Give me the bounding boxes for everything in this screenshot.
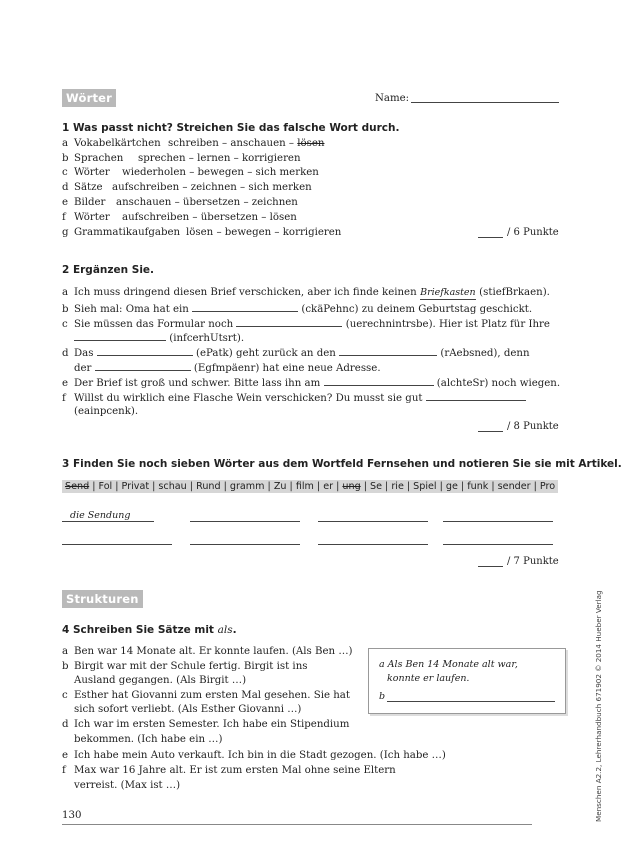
list-item: d Das (ePatk) geht zurück an den (rAebsned), denn [62, 345, 530, 360]
list-item: bekommen. (Ich habe ein …) [74, 734, 223, 745]
answer-example: die Sendung [70, 510, 131, 521]
list-item: b Sieh mal: Oma hat ein (ckäPehnc) zu deinem Geburtstag geschickt. [62, 301, 532, 316]
answer-line[interactable] [387, 701, 555, 702]
list-item: a Ben war 14 Monate alt. Er konnte laufen. (Als Ben …) [62, 646, 353, 657]
page-number: 130 [62, 810, 82, 821]
name-label: Name: [375, 93, 410, 104]
list-item: der (Egfmpäenr) hat eine neue Adresse. [62, 360, 381, 375]
copyright-side-text: Menschen A2.2, Lehrerhandbuch 671902 © 2014 Hueber Verlag [594, 590, 603, 822]
answer-line[interactable] [318, 544, 428, 545]
list-item: f Wörter aufschreiben – übersetzen – lösen [62, 212, 297, 223]
list-item: sich sofort verliebt. (Als Esther Giovanni …) [74, 704, 302, 715]
list-item: verreist. (Max ist …) [74, 780, 181, 791]
answer-line[interactable] [62, 521, 154, 522]
blank-field[interactable] [426, 390, 526, 401]
list-item: (eainpcenk). [74, 406, 139, 417]
answer-line[interactable] [62, 544, 172, 545]
list-item: f Max war 16 Jahre alt. Er ist zum ersten Mal ohne seine Eltern [62, 765, 396, 776]
example-line-b-key: b [379, 691, 386, 702]
syllable-bar: Send | Fol | Privat | schau | Rund | gramm | Zu | film | er | ung | Se | rie | Spiel | ge | funk | sender | Pro [62, 480, 558, 493]
blank-field[interactable] [192, 301, 298, 312]
list-item: (infcerhUtsrt). [62, 330, 244, 345]
blank-field[interactable] [74, 330, 166, 341]
footer-divider [62, 824, 532, 825]
exercise-2-title: 2 Ergänzen Sie. [62, 264, 155, 276]
blank-field[interactable] [339, 345, 437, 356]
example-line-a1: a Als Ben 14 Monate alt war, [379, 659, 518, 670]
answer-line[interactable] [443, 521, 553, 522]
name-field-line[interactable] [411, 102, 559, 103]
exercise-3-title: 3 Finden Sie noch sieben Wörter aus dem Wortfeld Fernsehen und notieren Sie sie mit Artikel. [62, 458, 622, 470]
list-item: a Vokabelkärtchen schreiben – anschauen – lösen [62, 138, 325, 149]
list-item: e Ich habe mein Auto verkauft. Ich bin in die Stadt gezogen. (Ich habe …) [62, 750, 446, 761]
list-item: a Ich muss dringend diesen Brief verschicken, aber ich finde keinen Briefkasten (stiefBrkaen). [62, 287, 550, 298]
list-item: d Ich war im ersten Semester. Ich habe ein Stipendium [62, 719, 350, 730]
answer-line[interactable] [190, 544, 300, 545]
exercise-4-title: 4 Schreiben Sie Sätze mit als. [62, 624, 237, 636]
list-item: f Willst du wirklich eine Flasche Wein verschicken? Du musst sie gut [62, 390, 526, 405]
answer-example: Briefkasten [420, 287, 476, 298]
blank-field[interactable] [236, 316, 342, 327]
points-field-2[interactable] [478, 431, 503, 432]
section-title-strukturen: Strukturen [62, 590, 143, 608]
list-item: d Sätze aufschreiben – zeichnen – sich merken [62, 182, 312, 193]
blank-field[interactable] [324, 375, 434, 386]
list-item: e Der Brief ist groß und schwer. Bitte lass ihn am (alchteSr) noch wiegen. [62, 375, 560, 390]
example-answer-box [368, 648, 566, 714]
exercise-1-title: 1 Was passt nicht? Streichen Sie das falsche Wort durch. [62, 122, 400, 134]
list-item: Ausland gegangen. (Als Birgit …) [74, 675, 247, 686]
list-item: c Sie müssen das Formular noch (uerechnintrsbe). Hier ist Platz für Ihre [62, 316, 550, 331]
list-item: b Sprachen sprechen – lernen – korrigieren [62, 153, 301, 164]
section-title-woerter: Wörter [62, 89, 116, 107]
example-line-a2: konnte er laufen. [387, 673, 470, 684]
blank-field[interactable] [97, 345, 193, 356]
blank-field[interactable] [95, 360, 191, 371]
list-item: c Wörter wiederholen – bewegen – sich merken [62, 167, 319, 178]
list-item: e Bilder anschauen – übersetzen – zeichnen [62, 197, 298, 208]
answer-line[interactable] [443, 544, 553, 545]
points-field-1[interactable] [478, 237, 503, 238]
answer-line[interactable] [190, 521, 300, 522]
list-item: b Birgit war mit der Schule fertig. Birgit ist ins [62, 661, 308, 672]
points-label-3: / 7 Punkte [507, 556, 559, 567]
list-item: c Esther hat Giovanni zum ersten Mal gesehen. Sie hat [62, 690, 350, 701]
answer-line[interactable] [318, 521, 428, 522]
points-field-3[interactable] [478, 566, 503, 567]
list-item: g Grammatikaufgaben lösen – bewegen – korrigieren [62, 227, 342, 238]
points-label-2: / 8 Punkte [507, 421, 559, 432]
points-label-1: / 6 Punkte [507, 227, 559, 238]
